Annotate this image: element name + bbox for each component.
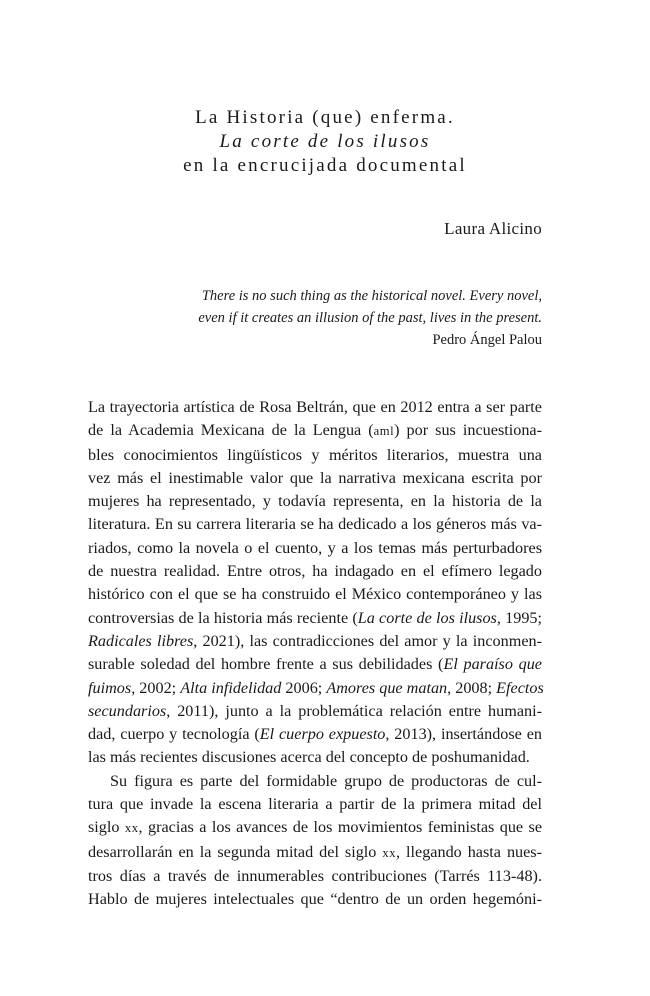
- book-title: El paraíso que: [443, 655, 542, 674]
- text-line: bles conocimientos lingüísticos y méritos literarios, muestra una: [88, 445, 542, 464]
- paragraph-2: [88, 770, 542, 912]
- title-line-1: La Historia (que) enferma.: [195, 107, 455, 128]
- book-title: Alta infidelidad: [180, 678, 282, 697]
- text-line: surable soledad del hombre frente a sus debilidades (El paraíso que: [88, 655, 542, 674]
- text-line: vez más el inestimable valor que la narrativa mexicana escrita por: [88, 468, 542, 487]
- text-line: secundarios, 2011), junto a la problemática relación entre humani-: [88, 701, 542, 720]
- text-line: histórico con el que se ha construido el México contemporáneo y las: [88, 585, 542, 604]
- text-line: siglo xx, gracias a los avances de los movimientos feministas que se: [88, 818, 543, 837]
- book-title: El cuerpo expuesto: [259, 725, 386, 744]
- text-line: mujeres ha representado, y todavía representa, en la historia de la: [88, 492, 542, 511]
- body-text: [88, 396, 542, 912]
- epigraph-line-2: even if it creates an illusion of the past, lives in the present.: [198, 310, 542, 326]
- text-line: Hablo de mujeres intelectuales que “dentro de un orden hegemóni-: [88, 890, 542, 909]
- acronym: aml: [373, 424, 395, 439]
- book-title: Amores que matan: [326, 678, 448, 697]
- text-line: de la Academia Mexicana de la Lengua (aml) por sus incuestiona-: [88, 421, 542, 440]
- book-title: Radicales libres: [88, 631, 194, 650]
- text-line: La trayectoria artística de Rosa Beltrán, que en 2012 entra a ser parte: [88, 398, 542, 416]
- text-line: Su figura es parte del formidable grupo de productoras de cul-: [110, 771, 542, 790]
- author-name: Laura Alicino: [444, 219, 542, 238]
- text-line: tros días a través de innumerables contribuciones (Tarrés 113-48).: [88, 866, 542, 885]
- epigraph: [198, 285, 542, 351]
- epigraph-line-1: There is no such thing as the historical novel. Every novel,: [201, 288, 542, 304]
- text-line: dad, cuerpo y tecnología (El cuerpo expuesto, 2013), insertándose en: [88, 725, 542, 744]
- text-line: fuimos, 2002; Alta infidelidad 2006; Amores que matan, 2008; Efectos: [88, 678, 544, 697]
- roman-numeral: xx: [124, 821, 139, 836]
- paragraph-1: [88, 396, 542, 770]
- title-line-3: en la encrucijada documental: [183, 155, 467, 176]
- book-title: secundarios: [88, 701, 167, 720]
- book-title: Efectos: [496, 678, 544, 697]
- roman-numeral: xx: [382, 845, 396, 860]
- text-line: literatura. En su carrera literaria se ha dedicado a los géneros más va-: [88, 515, 542, 534]
- text-line: de nuestra realidad. Entre otros, ha indagado en el efímero legado: [88, 562, 542, 581]
- text-line: Radicales libres, 2021), las contradicciones del amor y la inconmen-: [88, 631, 542, 650]
- book-title: fuimos: [88, 678, 132, 697]
- chapter-title: [0, 106, 650, 178]
- text-line: desarrollarán en la segunda mitad del siglo xx, llegando hasta nues-: [88, 842, 543, 861]
- book-title: La corte de los ilusos: [357, 608, 497, 627]
- text-line: riados, como la novela o el cuento, y a los temas más perturbadores: [88, 538, 542, 557]
- epigraph-attribution: Pedro Ángel Palou: [432, 332, 542, 348]
- text-line: tura que invade la escena literaria a partir de la primera mitad del: [88, 795, 542, 814]
- title-line-2: La corte de los ilusos: [219, 131, 431, 152]
- text-line: controversias de la historia más reciente (La corte de los ilusos, 1995;: [88, 608, 542, 627]
- text-line: las más recientes discusiones acerca del concepto de poshumanidad.: [88, 748, 530, 767]
